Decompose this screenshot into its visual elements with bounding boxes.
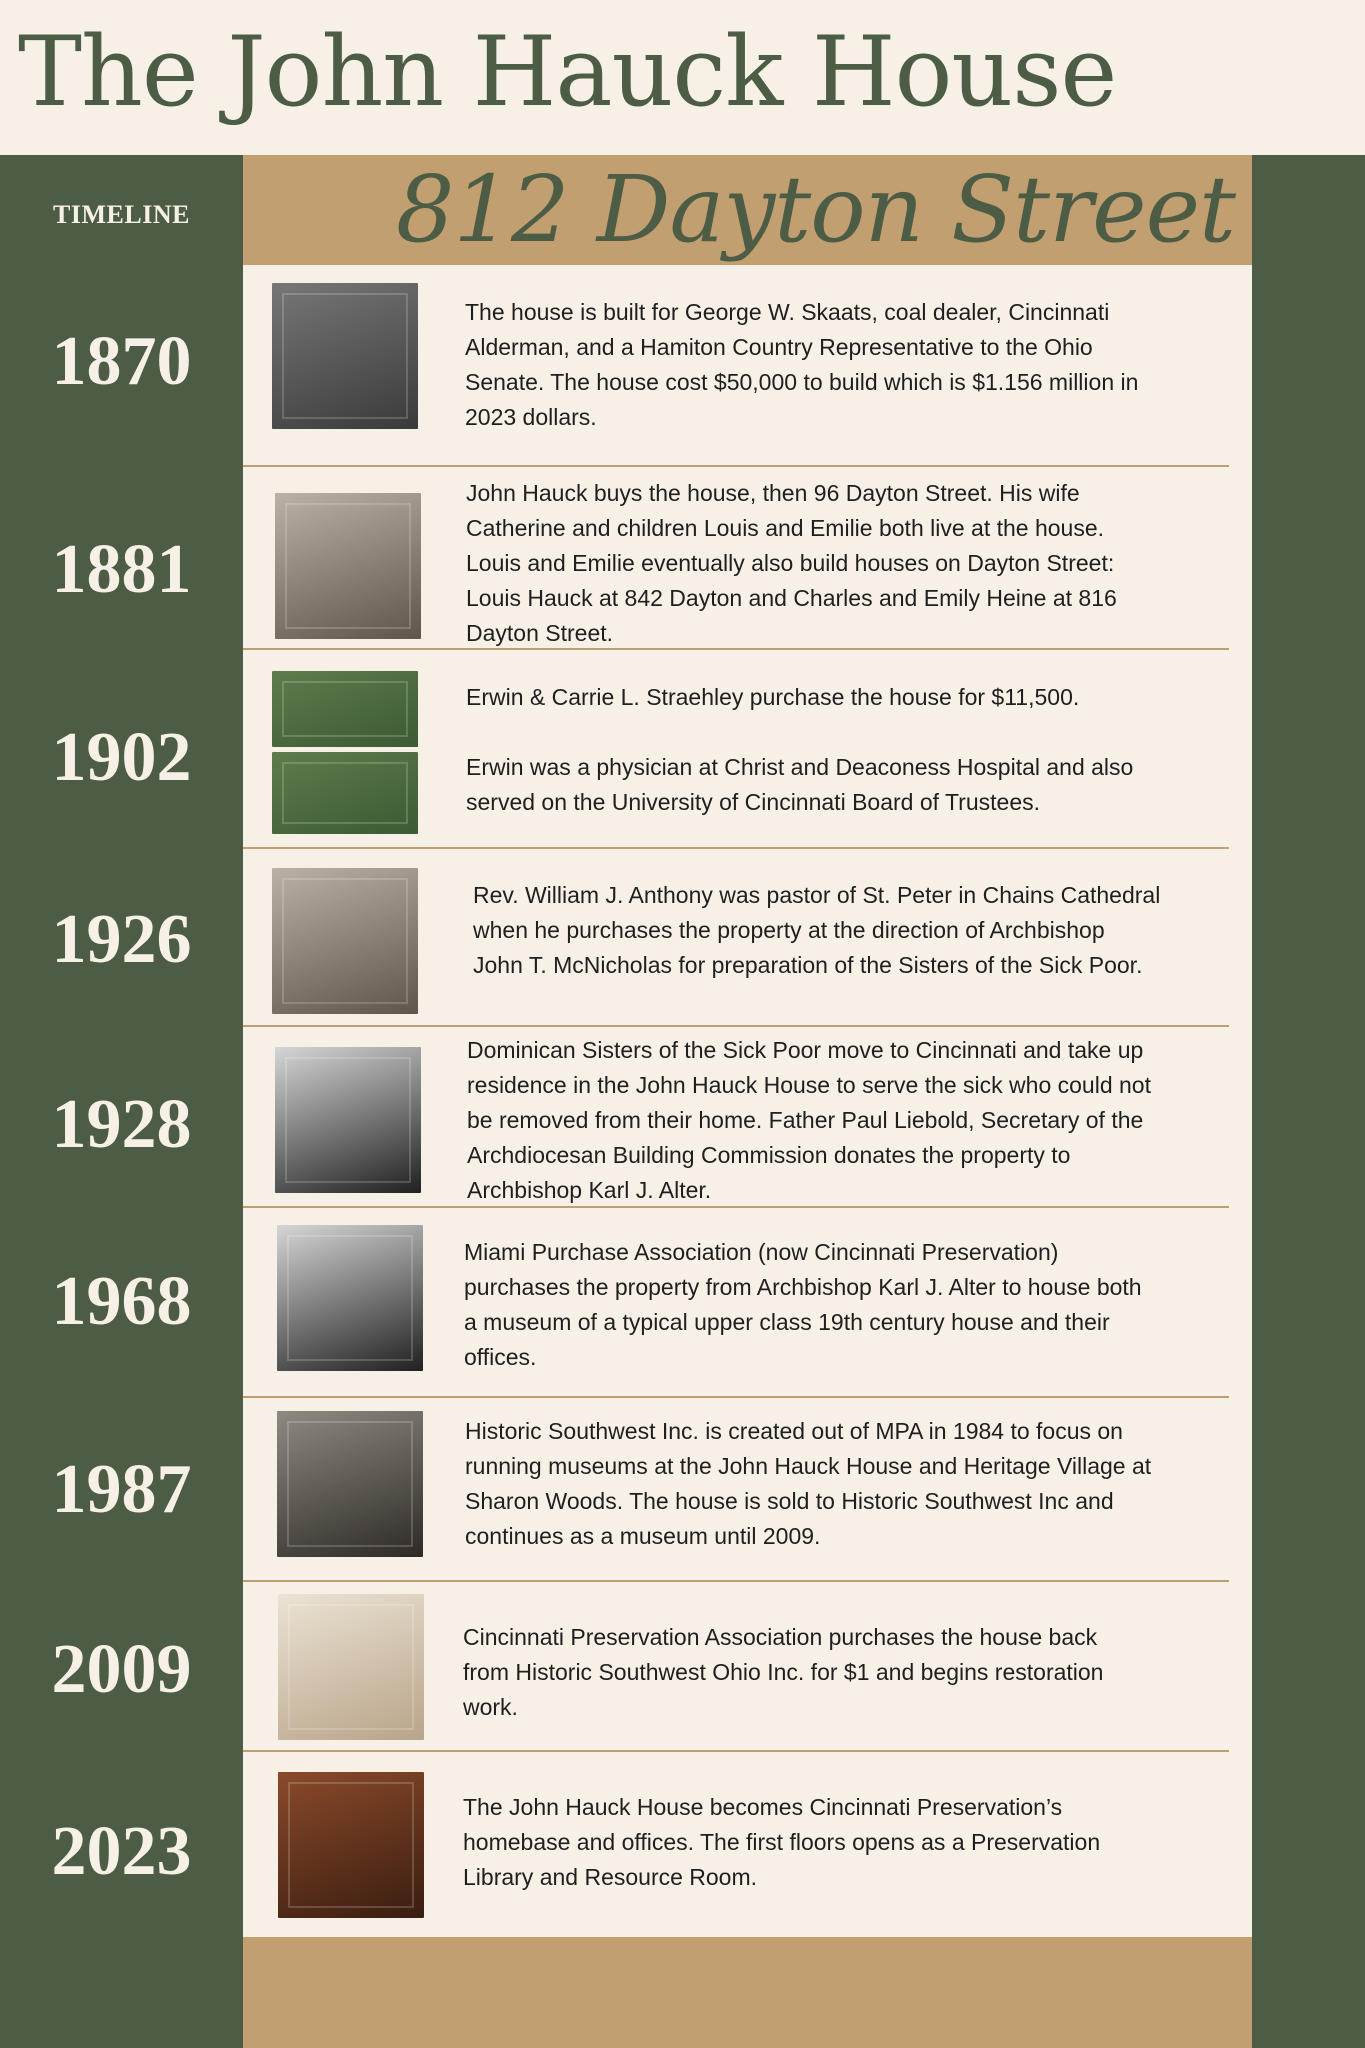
portrait-rev-anthony-photo	[272, 868, 418, 1014]
year-1902: 1902	[51, 719, 192, 796]
footer-band	[243, 1937, 1252, 2048]
entry-text-1926: Rev. William J. Anthony was pastor of St. Peter in Chains Cathedral when he purchases the property at the direction of Archbishop John T. McNicholas for preparation of the Sisters of the Sick Poor.	[473, 882, 1161, 978]
sisters-photo	[275, 1047, 421, 1193]
divider	[243, 1580, 1229, 1582]
dining-room-photo	[277, 1411, 423, 1557]
divider	[243, 1025, 1229, 1027]
year-1881: 1881	[51, 531, 192, 608]
address-subtitle: 812 Dayton Street	[395, 156, 1235, 263]
portrait-john-hauck-photo	[275, 493, 421, 639]
year-1926: 1926	[51, 901, 192, 978]
page-title: The John Hauck House	[18, 16, 1117, 128]
entry-text-2023: The John Hauck House becomes Cincinnati Preservation’s homebase and offices. The first floors opens as a Preservation Library and Resource Room.	[463, 1794, 1101, 1890]
entry-text-2009: Cincinnati Preservation Association purchases the house back from Historic Southwest Ohio Inc. for $1 and begins restoration work.	[463, 1624, 1104, 1720]
divider	[243, 1750, 1229, 1752]
year-1987: 1987	[51, 1451, 192, 1528]
divider	[243, 847, 1229, 849]
entry-text-1928: Dominican Sisters of the Sick Poor move to Cincinnati and take up residence in the John Hauck House to serve the sick who could not be removed from their home. Father Paul Liebold, Secretary of the Archdiocesan Building Commission donates the property to Archbishop Karl J. Alter.	[467, 1037, 1151, 1203]
grave-marker-carrie-photo	[272, 752, 418, 834]
year-2009: 2009	[51, 1631, 192, 1708]
timeline-label: TIMELINE	[53, 200, 190, 229]
doorway-photo	[278, 1772, 424, 1918]
divider	[243, 1396, 1229, 1398]
right-border	[1252, 155, 1365, 2048]
year-1928: 1928	[51, 1086, 192, 1163]
year-1968: 1968	[51, 1263, 192, 1340]
entry-text-1968: Miami Purchase Association (now Cincinnati Preservation) purchases the property from Archbishop Karl J. Alter to house both a museum of a typical upper class 19th century house and their offices.	[464, 1239, 1142, 1370]
entry-text-1987: Historic Southwest Inc. is created out of MPA in 1984 to focus on running museums at the John Hauck House and Heritage Village at Sharon Woods. The house is sold to Historic Southwest Inc and continues as a museum until 2009.	[465, 1418, 1152, 1549]
grave-marker-erwin-photo	[272, 671, 418, 747]
year-2023: 2023	[51, 1813, 192, 1890]
ceiling-photo	[278, 1594, 424, 1740]
gravestone-photo	[272, 283, 418, 429]
entry-text-1881: John Hauck buys the house, then 96 Dayton Street. His wife Catherine and children Louis and Emilie both live at the house. Louis and Emilie eventually also build houses on Dayton Street: Louis Hauck at 842 Dayton and Charles and Emily Heine at 816 Dayton Street.	[466, 480, 1117, 646]
year-1870: 1870	[51, 323, 192, 400]
entry-text-1902: Erwin & Carrie L. Straehley purchase the house for $11,500. Erwin was a physician at Christ and Deaconess Hospital and also served on the University of Cincinnati Board of Trustees.	[466, 684, 1134, 815]
divider	[243, 465, 1229, 467]
house-facade-photo	[277, 1225, 423, 1371]
entry-text-1870: The house is built for George W. Skaats, coal dealer, Cincinnati Alderman, and a Hamiton Country Representative to the Ohio Senate. The house cost $50,000 to build which is $1.156 million in 2023 dollars.	[465, 299, 1139, 430]
